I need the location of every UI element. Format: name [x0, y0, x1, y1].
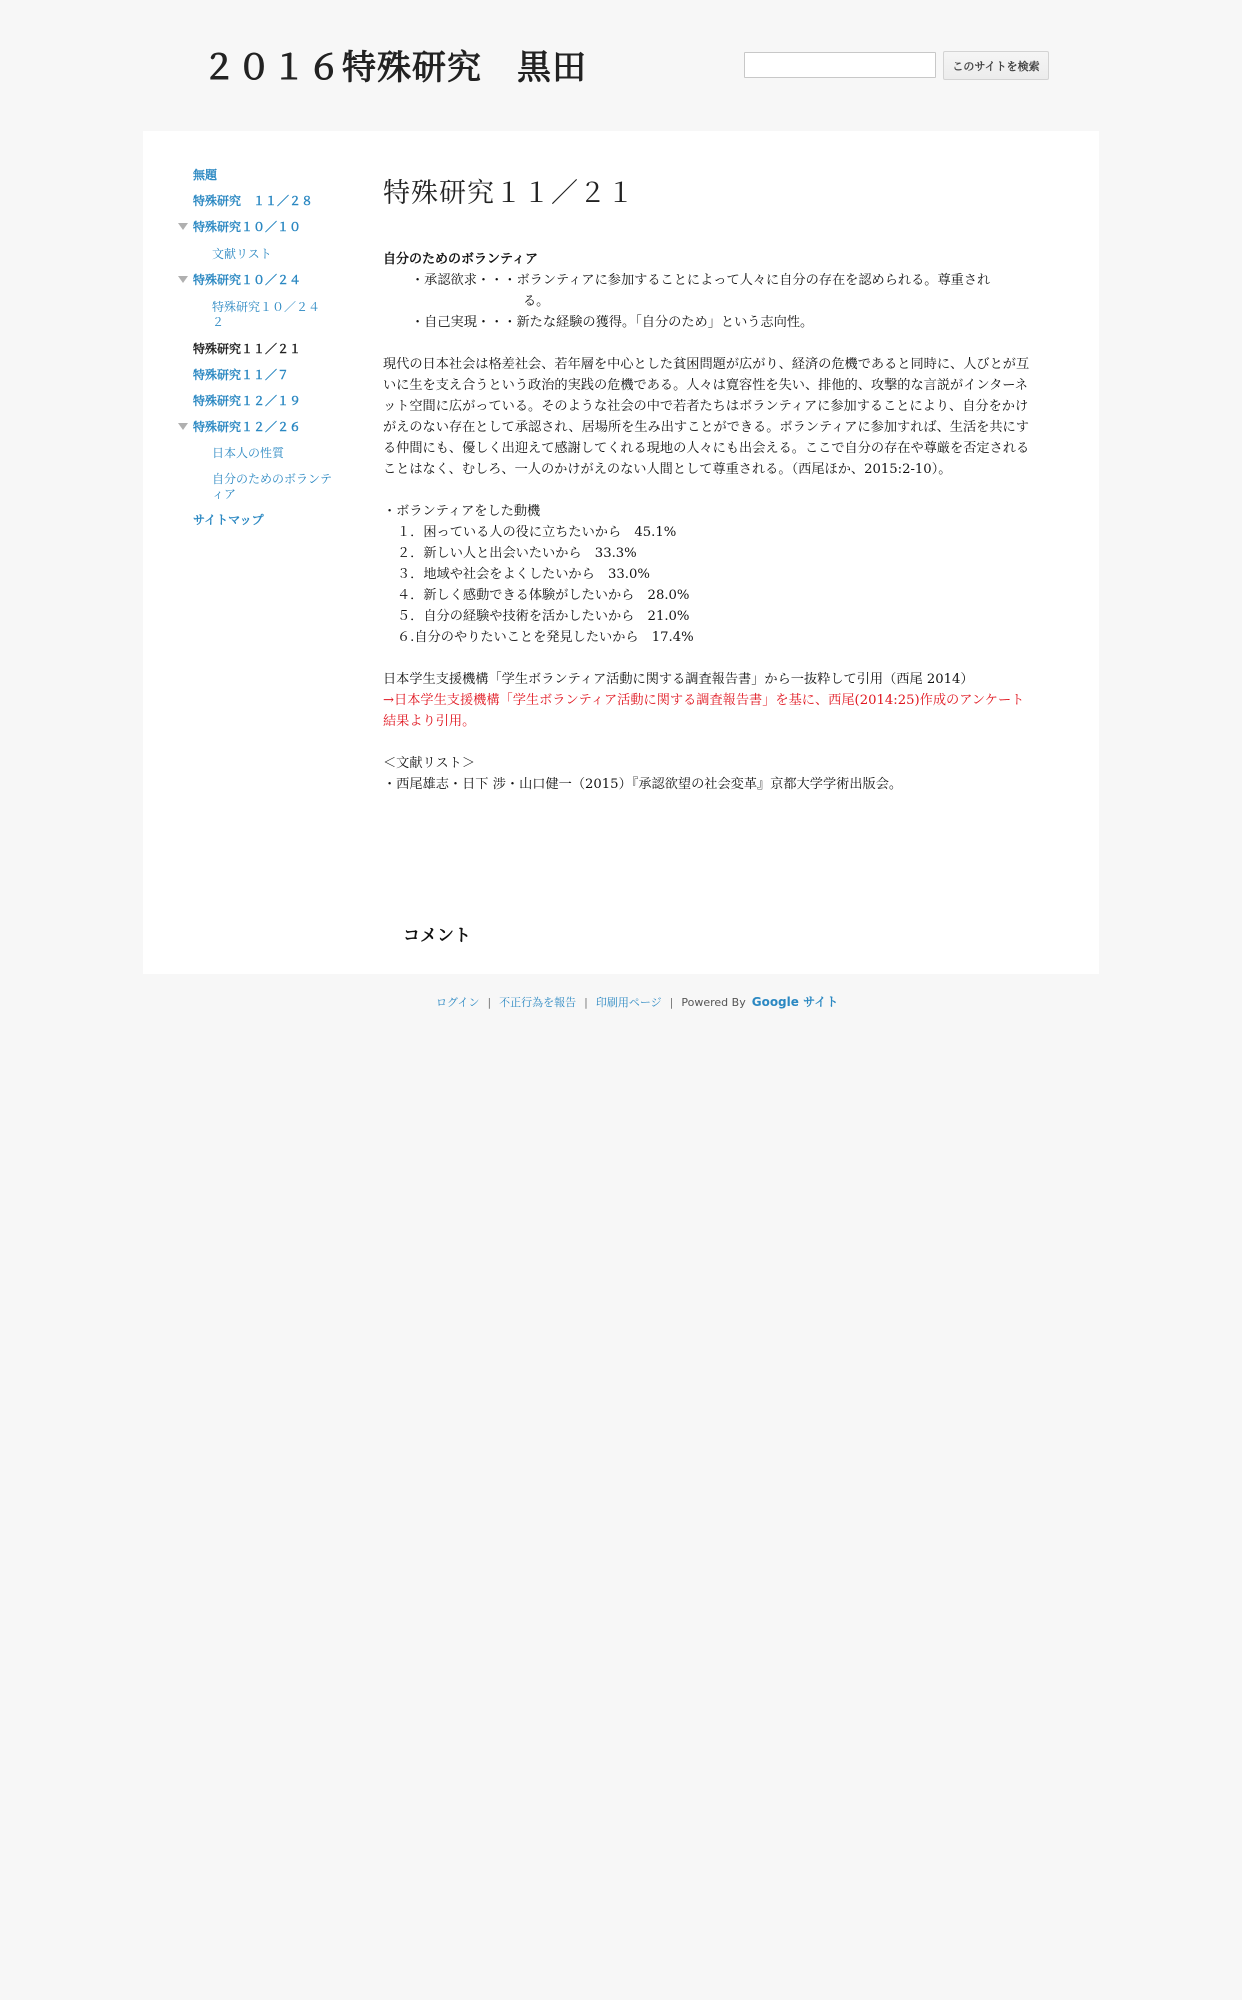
page-content	[383, 249, 1033, 795]
sidebar-item-untitled[interactable]: 無題	[193, 168, 218, 182]
expand-triangle-icon[interactable]	[178, 223, 188, 230]
comments-heading: コメント	[403, 926, 471, 946]
list-item: ５．自分の経験や技術を活かしたいから 21.0%	[397, 609, 690, 624]
sidebar-item-volunteer-for-self[interactable]: 自分のためのボランティア	[212, 472, 333, 501]
sidebar-item-1128[interactable]: 特殊研究 １１／２８	[193, 194, 314, 208]
list-item: １．困っている人の役に立ちたいから 45.1%	[397, 525, 677, 540]
sidebar-item-1024[interactable]: 特殊研究１０／２４	[193, 273, 302, 287]
correction-note: →日本学生支援機構「学生ボランティア活動に関する調査報告書」を基に、西尾(2014:25)作成のアンケート結果より引用。	[383, 693, 1025, 729]
expand-triangle-icon[interactable]	[178, 423, 188, 430]
sidebar-item-1226[interactable]: 特殊研究１２／２６	[193, 420, 302, 434]
sidebar-item-1024-2[interactable]: 特殊研究１０／２４ ２	[212, 300, 321, 329]
source-note: 日本学生支援機構「学生ボランティア活動に関する調査報告書」から一抜粋して引用（西尾 2014）	[383, 672, 974, 687]
approval-line: ・承認欲求・・・ボランティアに参加することによって人々に自分の存在を認められる。尊重され	[411, 273, 991, 288]
footer-separator: |	[487, 996, 492, 1009]
search-input[interactable]	[744, 52, 936, 78]
section-heading: 自分のためのボランティア	[383, 252, 538, 267]
report-abuse-link[interactable]: 不正行為を報告	[499, 996, 577, 1009]
sidebar-item-1219[interactable]: 特殊研究１２／１９	[193, 394, 302, 408]
sidebar-item-japanese-nature[interactable]: 日本人の性質	[212, 446, 285, 460]
google-sites-link[interactable]: Google サイト	[751, 995, 839, 1009]
sidebar-item-1010[interactable]: 特殊研究１０／１０	[193, 220, 302, 234]
search-button[interactable]: このサイトを検索	[943, 51, 1049, 80]
page-title: 特殊研究１１／２１	[383, 178, 635, 209]
body-paragraph: 現代の日本社会は格差社会、若年層を中心とした貧困問題が広がり、経済の危機であると同時に、人びとが互いに生を支え合うという政治的実践の危機である。人々は寛容性を失い、排他的、攻撃的な言説がインターネット空間に広がっている。そのような社会の中で若者たちはボランティアに参加することにより、自分をかけがえのない存在として承認され、居場所を生み出すことができる。ボランティアに参加すれば、生活を共にする仲間にも、優しく出迎えて感謝してくれる現地の人々にも出会える。ここで自分の存在や尊厳を否定されることはなく、むしろ、一人のかけがえのない人間として尊重される。（西尾ほか、2015:2-10）。	[383, 357, 1030, 477]
sidebar-item-1121[interactable]: 特殊研究１１／２１	[193, 342, 302, 356]
references-heading: ＜文献リスト＞	[383, 756, 476, 771]
site-title[interactable]: ２０１６特殊研究 黒田	[202, 48, 587, 88]
list-item: ２．新しい人と出会いたいから 33.3%	[397, 546, 637, 561]
sidebar-item-bibliography[interactable]: 文献リスト	[212, 247, 272, 261]
expand-triangle-icon[interactable]	[178, 276, 188, 283]
print-page-link[interactable]: 印刷用ページ	[595, 996, 662, 1009]
powered-by-text: Powered By	[681, 996, 746, 1009]
list-item: ６.自分のやりたいことを発見したいから 17.4%	[397, 630, 694, 645]
sidebar-item-117[interactable]: 特殊研究１１／７	[193, 368, 290, 382]
list-item: ３．地域や社会をよくしたいから 33.0%	[397, 567, 650, 582]
self-realization-line: ・自己実現・・・新たな経験の獲得。「自分のため」という志向性。	[411, 315, 814, 330]
footer	[436, 993, 838, 1010]
footer-separator: |	[584, 996, 588, 1009]
reference-item: ・西尾雄志・日下 涉・山口健一（2015）『承認欲望の社会変革』京都大学学術出版会。	[383, 777, 903, 792]
main-panel	[143, 131, 1099, 974]
list-item: ４．新しく感動できる体験がしたいから 28.0%	[397, 588, 690, 603]
motives-heading: ・ボランティアをした動機	[383, 504, 541, 519]
login-link[interactable]: ログイン	[436, 996, 480, 1009]
footer-separator: |	[669, 996, 674, 1009]
sidebar-item-sitemap[interactable]: サイトマップ	[193, 513, 264, 527]
approval-line-cont: る。	[523, 294, 550, 309]
